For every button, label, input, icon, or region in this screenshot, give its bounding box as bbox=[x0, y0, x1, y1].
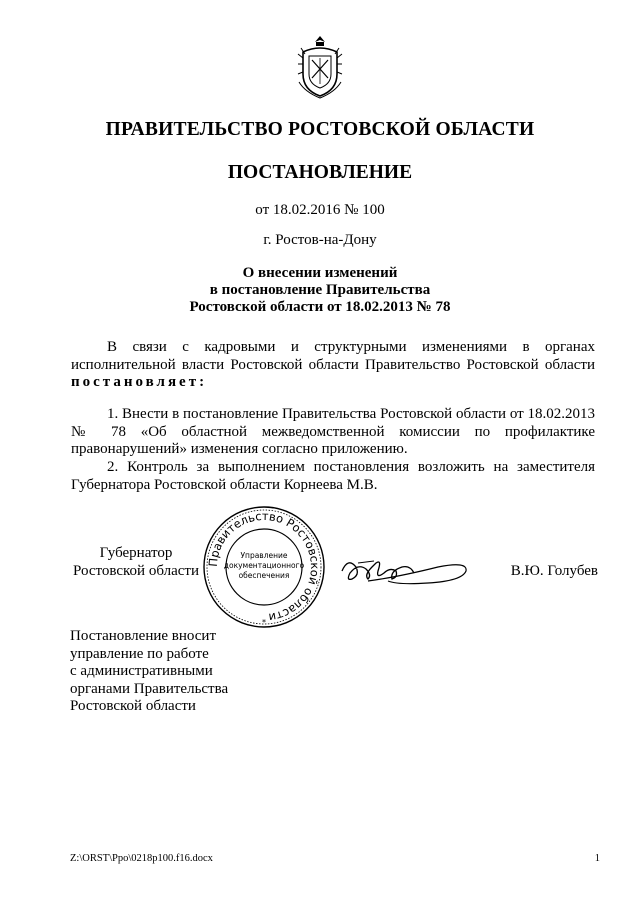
stamp-outer-text: Правительство Ростовской области bbox=[205, 508, 323, 625]
coat-of-arms-icon bbox=[295, 34, 345, 100]
signatory-title-line: Губернатор bbox=[99, 545, 173, 561]
preamble-paragraph bbox=[71, 339, 595, 392]
stamp-inner-line: Управление bbox=[240, 551, 288, 560]
file-path: Z:\ORST\Ppo\0218p100.f16.docx bbox=[70, 853, 213, 864]
subject-line: О внесении изменений bbox=[242, 265, 398, 281]
stamp-inner-line: обеспечения bbox=[238, 571, 290, 580]
handwritten-signature bbox=[338, 545, 473, 595]
item-2-paragraph: 2. Контроль за выполнением постановления возложить на заместителя Губернатора Ростовской области Корнеева М.В. bbox=[71, 459, 595, 493]
item-1-paragraph: 1. Внести в постановление Правительства Ростовской области от 18.02.2013 № 78 «Об областной межведомственной комиссии по профилактике правонарушений» изменения согласно приложению. bbox=[71, 406, 595, 457]
submitted-by-note bbox=[70, 628, 270, 716]
signatory-name: В.Ю. Голубев bbox=[510, 563, 598, 579]
government-title: ПРАВИТЕЛЬСТВО РОСТОВСКОЙ ОБЛАСТИ bbox=[105, 119, 535, 140]
official-stamp bbox=[202, 505, 326, 629]
submitted-by-line: органами Правительства bbox=[70, 680, 229, 697]
document-city: г. Ростов-на-Дону bbox=[263, 232, 377, 248]
page-number: 1 bbox=[594, 853, 600, 864]
submitted-by-line: управление по работе bbox=[70, 645, 209, 662]
svg-text:*: * bbox=[262, 618, 266, 627]
document-subject bbox=[0, 265, 640, 316]
submitted-by-line: с административными bbox=[70, 663, 213, 679]
submitted-by-line: Постановление вносит bbox=[70, 628, 217, 644]
document-date-number: от 18.02.2016 № 100 bbox=[255, 202, 385, 218]
subject-line: Ростовской области от 18.02.2013 № 78 bbox=[189, 299, 451, 315]
subject-line: в постановление Правительства bbox=[209, 282, 431, 298]
signatory-title bbox=[66, 545, 206, 580]
submitted-by-line: Ростовской области bbox=[70, 698, 196, 714]
document-type: ПОСТАНОВЛЕНИЕ bbox=[227, 162, 413, 183]
signatory-title-line: Ростовской области bbox=[73, 562, 199, 579]
preamble-text: В связи с кадровыми и структурными изменениями в органах исполнительной власти Ростовской области Правительство Ростовской области bbox=[71, 339, 595, 373]
decree-word: постановляет: bbox=[71, 374, 208, 390]
stamp-inner-line: документационного bbox=[223, 561, 305, 570]
